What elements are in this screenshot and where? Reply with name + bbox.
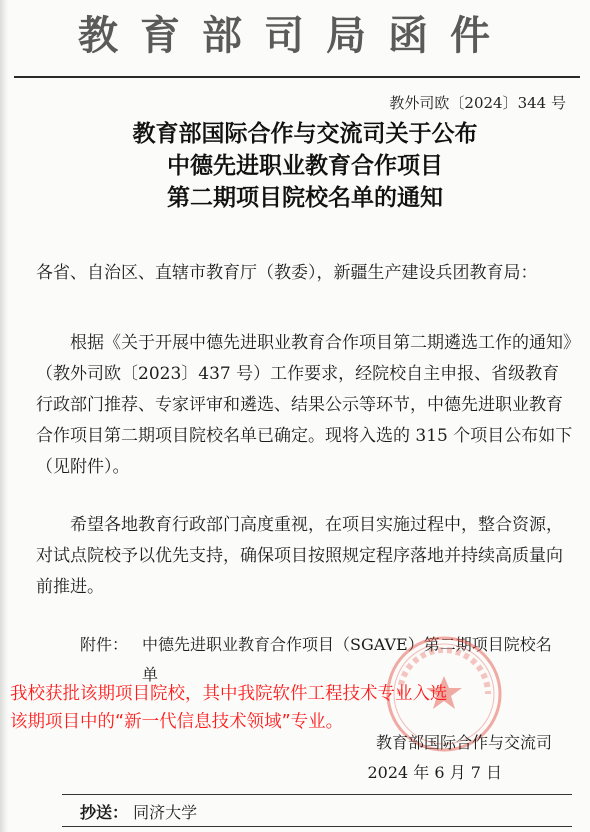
- letterhead-rule: [14, 76, 580, 78]
- attachment-link[interactable]: 中德先进职业教育合作项目（SGAVE）第二期项目院校名单: [142, 635, 552, 684]
- highlight-note: [10, 680, 585, 736]
- title-line: 中德先进职业教育合作项目: [167, 152, 443, 179]
- signature-org: 教育部国际合作与交流司: [375, 733, 552, 752]
- footer-rule-top: [62, 794, 572, 795]
- cc-line: [80, 800, 197, 823]
- document-title: [40, 118, 570, 214]
- attachment-label: 附件：: [80, 635, 129, 654]
- letterhead: 教育部司局函件: [78, 13, 512, 59]
- addressee: 各省、自治区、直辖市教育厅（教委），新疆生产建设兵团教育局：: [36, 263, 538, 283]
- cc-value: 同济大学: [133, 803, 198, 822]
- footer-rule-bottom: [62, 826, 572, 827]
- page-edge-shadow: [0, 0, 8, 832]
- body-paragraph: 根据《关于开展中德先进职业教育合作项目第二期遴选工作的通知》（教外司欧〔2023〕437 号）工作要求，经院校自主申报、省级教育行政部门推荐、专家评审和遴选、结果公示等环节，中德先进职业教育合作项目第二期项目院校名单已确定。现将入选的 315 个项目公布如下（见附件）。: [36, 333, 573, 477]
- title-line: 教育部国际合作与交流司关于公布: [132, 120, 478, 147]
- highlight-note-line: 我校获批该期项目院校，其中我院软件工程技术专业入选: [10, 684, 448, 704]
- title-line: 第二期项目院校名单的通知: [167, 184, 443, 211]
- document-number: 教外司欧〔2024〕344 号: [389, 94, 566, 112]
- cc-label: 抄送：: [80, 803, 129, 822]
- signature-date: 2024 年 6 月 7 日: [367, 763, 502, 782]
- body-paragraph: 希望各地教育行政部门高度重视，在项目实施过程中，整合资源，对试点院校予以优先支持，确保项目按照规定程序落地并持续高质量向前推进。: [36, 515, 563, 597]
- highlight-note-line: 该期项目中的“新一代信息技术领域”专业。: [10, 712, 344, 732]
